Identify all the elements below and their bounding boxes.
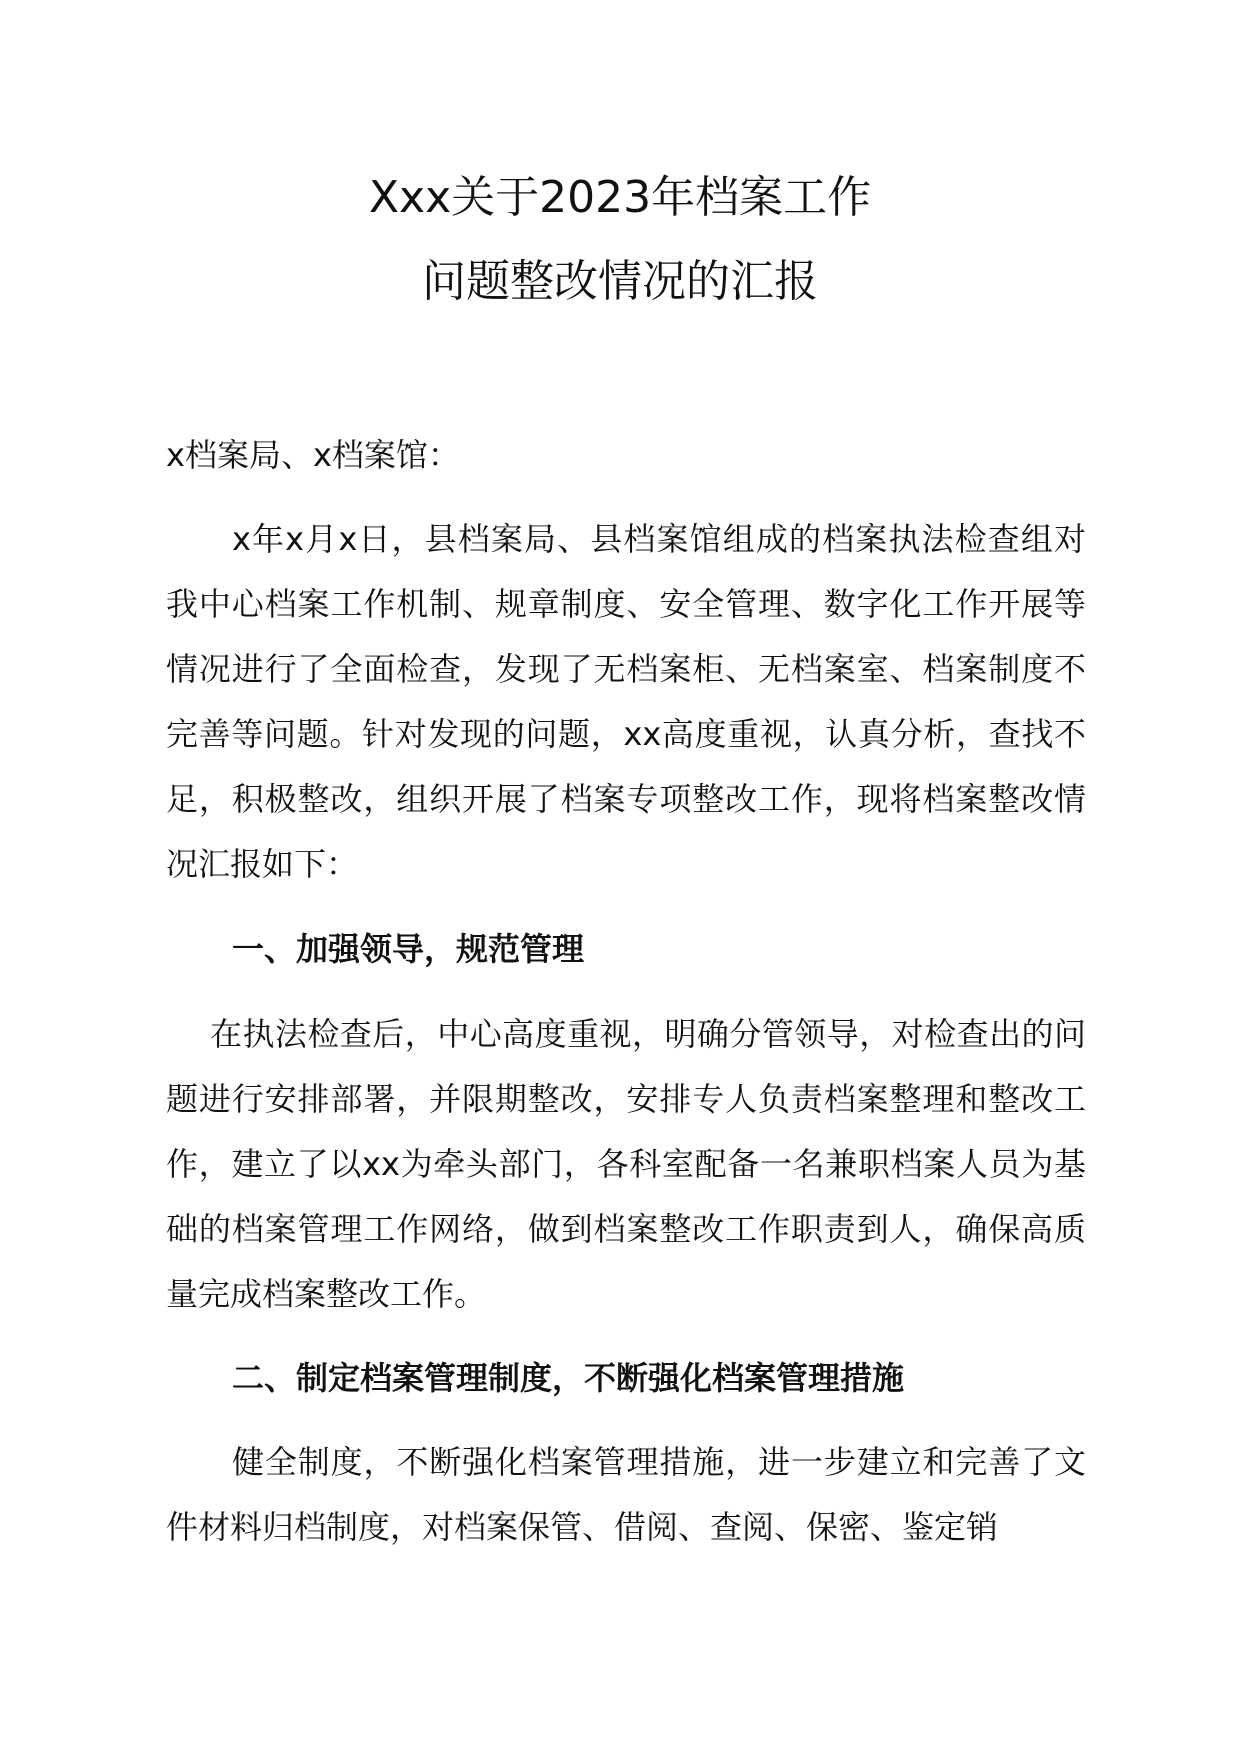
paragraph-section-1: 在执法检查后，中心高度重视，明确分管领导，对检查出的问题进行安排部署，并限期整改，安排专人负责档案整理和整改工作，建立了以xx为牵头部门，各科室配备一名兼职档案人员为基础的档案管理工作网络，做到档案整改工作职责到人，确保高质量完成档案整改工作。 <box>166 1015 1086 1313</box>
salutation: x档案局、x档案馆： <box>166 436 460 474</box>
document-title-line-2: 问题整改情况的汇报 <box>422 256 818 307</box>
document-title-line-1: Xxx关于2023年档案工作 <box>368 172 872 223</box>
paragraph-intro: x年x月x日，县档案局、县档案馆组成的档案执法检查组对我中心档案工作机制、规章制度、安全管理、数字化工作开展等情况进行了全面检查，发现了无档案柜、无档案室、档案制度不完善等问题。针对发现的问题，xx高度重视，认真分析，查找不足，积极整改，组织开展了档案专项整改工作，现将档案整改情况汇报如下： <box>166 520 1086 883</box>
section-heading-1: 一、加强领导，规范管理 <box>232 930 585 968</box>
section-heading-2: 二、制定档案管理制度，不断强化档案管理措施 <box>232 1359 905 1397</box>
paragraph-section-2: 健全制度，不断强化档案管理措施，进一步建立和完善了文件材料归档制度，对档案保管、借阅、查阅、保密、鉴定销 <box>166 1443 1086 1546</box>
